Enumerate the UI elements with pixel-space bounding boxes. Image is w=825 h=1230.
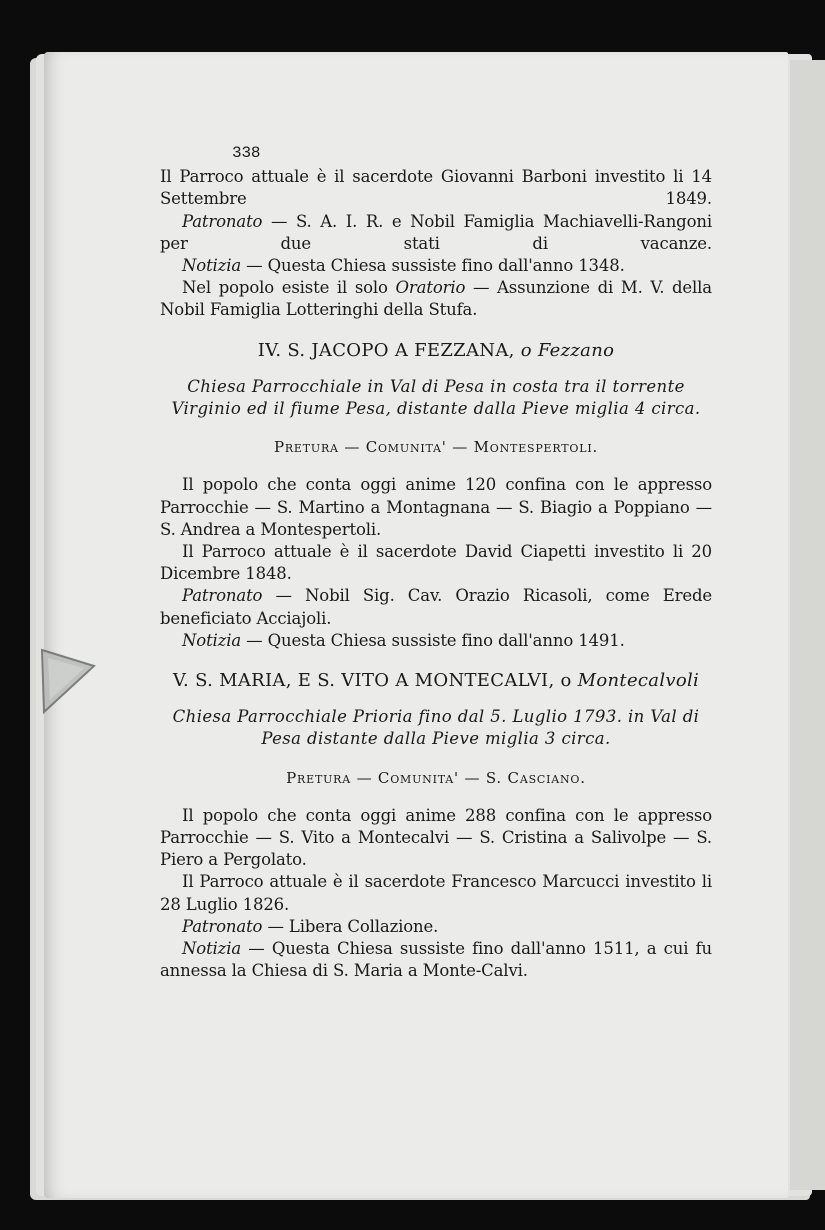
patronato-prev: Patronato — S. A. I. R. e Nobil Famiglia Machiavelli-Rangoni per due stati di vacanze. [160, 211, 712, 253]
notizia-v: Notizia — Questa Chiesa sussiste fino dall'anno 1511, a cui fu annessa la Chiesa di S. Maria a Monte-Calvi. [160, 939, 712, 981]
page-text [160, 142, 712, 983]
parroco-prev: Il Parroco attuale è il sacerdote Giovanni Barboni investito li 14 Settembre 1849. [160, 167, 712, 209]
notizia-iv: Notizia — Questa Chiesa sussiste fino dall'anno 1491. [182, 630, 625, 650]
next-page-edge [790, 60, 825, 1190]
heading-iv: IV. S. JACOPO A FEZZANA, o Fezzano [257, 339, 615, 361]
pretura-iv: Pretura — Comunita' — Montespertoli. [273, 438, 599, 457]
oratorio-label: Oratorio [395, 278, 466, 298]
popolo-iv: Il popolo che conta oggi anime 120 confina con le appresso Parrocchie — S. Martino a Montagnana — S. Biagio a Poppiano — S. Andrea a Montespertoli. [160, 475, 712, 539]
notizia-prev: Notizia — Questa Chiesa sussiste fino dall'anno 1348. [182, 256, 625, 276]
parroco-iv: Il Parroco attuale è il sacerdote David Ciapetti investito li 20 Dicembre 1848. [160, 542, 712, 584]
popolo-v: Il popolo che conta oggi anime 288 confina con le appresso Parrocchie — S. Vito a Montecalvi — S. Cristina a Salivolpe — S. Piero a Pergolato. [160, 805, 712, 870]
patronato-v: Patronato — Libera Collazione. [182, 916, 439, 936]
heading-v: V. S. MARIA, E S. VITO A MONTECALVI, o Montecalvoli [172, 670, 700, 692]
patronato-iv: Patronato — Nobil Sig. Cav. Orazio Ricasoli, come Erede beneficiato Acciajoli. [160, 586, 712, 628]
parroco-v: Il Parroco attuale è il sacerdote Francesco Marcucci investito li 28 Luglio 1826. [160, 872, 712, 914]
pretura-v: Pretura — Comunita' — S. Casciano. [286, 768, 586, 787]
page-number: 338 [232, 144, 261, 162]
notizia-label: Notizia [182, 256, 242, 276]
subtitle-v: Chiesa Parrocchiale Prioria fino dal 5. Luglio 1793. in Val di Pesa distante dalla Pieve miglia 3 circa. [172, 707, 700, 749]
page-tab-marker [38, 646, 98, 716]
patronato-label: Patronato [182, 211, 263, 231]
subtitle-iv: Chiesa Parrocchiale in Val di Pesa in costa tra il torrente Virginio ed il fiume Pesa, distante dalla Pieve miglia 4 circa. [171, 376, 701, 419]
oratorio-prev: Nel popolo esiste il solo Oratorio — Assunzione di M. V. della Nobil Famiglia Lotteringhi della Stufa. [160, 278, 712, 320]
